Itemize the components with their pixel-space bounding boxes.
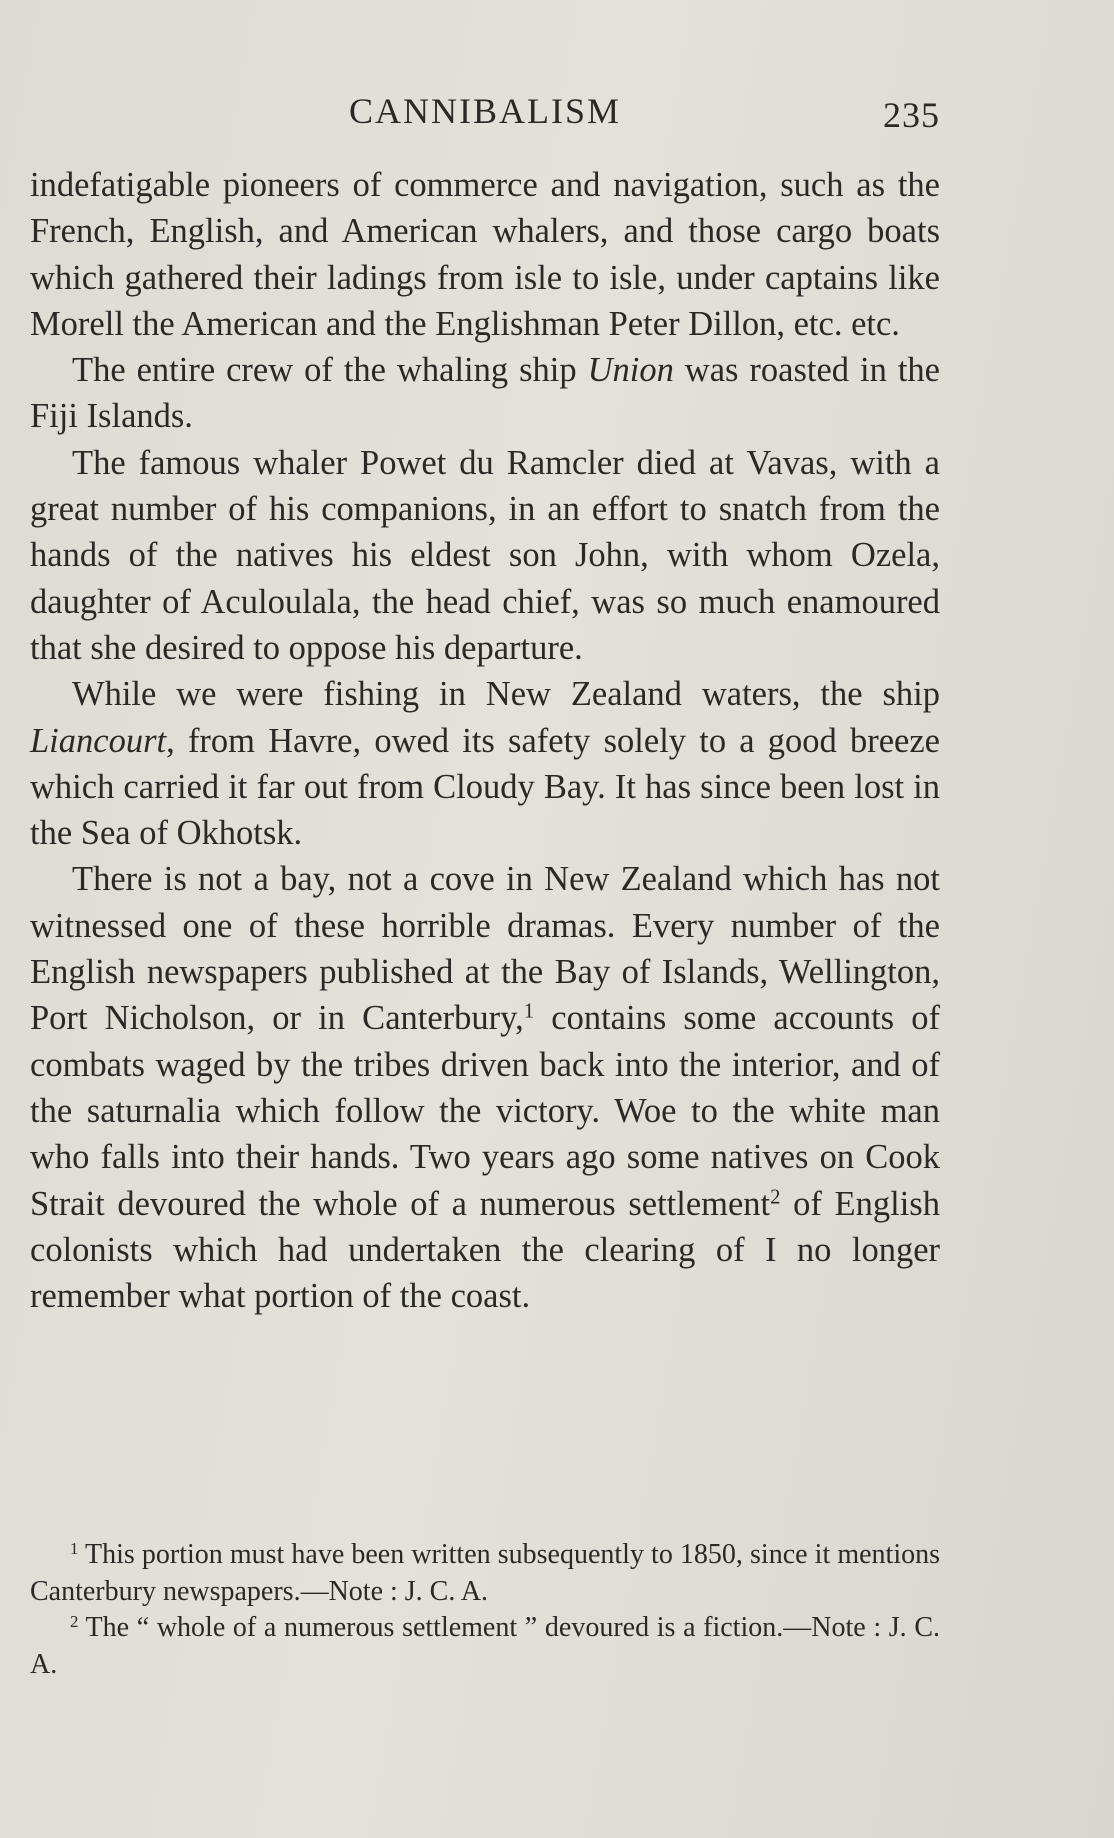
page-header [30,84,940,134]
paragraph-4-text-b: , from Havre, owed its safety solely to a good breeze which carried it far out from Cloudy Bay. It has since been lost in the Sea of Okhotsk. [30,721,940,853]
page-number: 235 [883,95,940,135]
footnote-1-text: This portion must have been written subsequently to 1850, since it mentions Canterbury newspapers.—Note : J. C. A. [30,1539,940,1607]
ship-name-liancourt: Liancourt [30,721,167,760]
body-text [30,162,940,1319]
paragraph-4 [30,671,940,856]
footnote-1-marker: 1 [70,1538,79,1558]
running-head: CANNIBALISM [348,91,621,131]
footnote-2 [30,1610,940,1683]
paragraph-4-text-a: While we were fishing in New Zealand waters, the ship [72,675,940,714]
paragraph-3 [30,440,940,671]
footnotes [30,1537,940,1683]
paragraph-5-text-a: There is not a bay, not a cove in New Zealand which has not witnessed one of these horrible dramas. Every number of the English newspapers published at the Bay of Islands, Wellington, Port Nicholson, or in Canterbury, [30,860,940,1038]
paragraph-1-text: indefatigable pioneers of commerce and navigation, such as the French, English, and American whalers, and those cargo boats which gathered their ladings from isle to isle, under captains like Morell the American and the Englishman Peter Dillon, etc. etc. [30,166,940,343]
ship-name-union: Union [587,351,674,390]
paragraph-2-text-b: was roasted in the Fiji Islands. [30,351,940,436]
paragraph-5-text-c: of English colonists which had undertaken the clearing of I no longer remember what portion of the coast. [30,1184,940,1316]
paragraph-5-text-b: contains some accounts of combats waged by the tribes driven back into the interior, and of the saturnalia which follow the victory. Woe to the white man who falls into their hands. Two years ago some natives on Cook Strait devoured the whole of a numerous settlement [30,999,941,1223]
footnote-ref-1[interactable]: 1 [523,1000,535,1023]
footnote-ref-2[interactable]: 2 [770,1186,781,1209]
footnote-2-marker: 2 [70,1611,79,1631]
footnote-2-text: The “ whole of a numerous settlement ” devoured is a fiction.—Note : J. C. A. [30,1612,940,1680]
paragraph-3-text: The famous whaler Powet du Ramcler died at Vavas, with a great number of his companions, in an effort to snatch from the hands of the natives his eldest son John, with whom Ozela, daughter of Aculoulala, the head chief, was so much enamoured that she desired to oppose his departure. [30,443,940,667]
paragraph-5 [30,856,940,1319]
paragraph-2-text-a: The entire crew of the whaling ship [72,351,588,390]
paragraph-2 [30,347,940,440]
footnote-1 [30,1537,940,1610]
paragraph-1 [30,162,940,347]
